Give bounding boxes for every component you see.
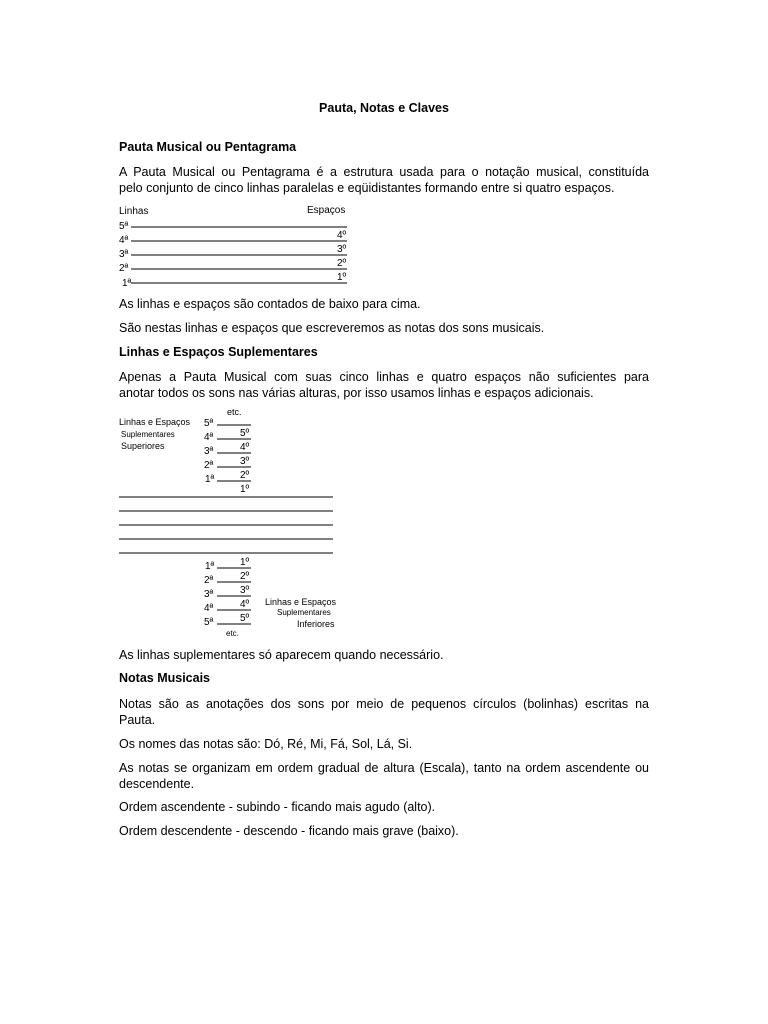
- paragraph-line: Apenas a Pauta Musical com suas cinco linhas e quatro espaços não suficientes para: [119, 370, 649, 384]
- lower-line-label: 2ª: [204, 575, 214, 586]
- label-spaces: Espaços: [307, 205, 346, 216]
- lower-space-label: 5º: [240, 613, 250, 624]
- lower-space-label: 2º: [240, 571, 250, 582]
- line-label: 2ª: [119, 263, 129, 274]
- paragraph-descending: Ordem descendente - descendo - ficando mais grave (baixo).: [119, 824, 459, 838]
- paragraph-notas: [119, 696, 649, 728]
- paragraph-line: descendente.: [119, 777, 195, 791]
- label-lines: Linhas: [119, 206, 149, 217]
- upper-space-label: 2º: [240, 470, 250, 481]
- main-staff: [119, 497, 333, 553]
- upper-space-label: 3º: [240, 456, 250, 467]
- upper-space-label: 4º: [240, 442, 250, 453]
- lower-line-label: 3ª: [204, 589, 214, 600]
- etc-bottom: etc.: [226, 629, 239, 638]
- etc-top: etc.: [227, 407, 242, 417]
- supplementary-figure: [119, 405, 339, 640]
- staff-lines: [131, 227, 347, 283]
- space-label: 1º: [337, 272, 347, 283]
- paragraph-line: Notas são as anotações dos sons por meio de pequenos círculos (bolinhas) escritas na: [119, 697, 649, 711]
- note-counting: As linhas e espaços são contados de baixo para cima.: [119, 297, 421, 311]
- paragraph-scale: [119, 760, 649, 792]
- section-heading-pentagrama: Pauta Musical ou Pentagrama: [119, 140, 297, 154]
- lower-label: Suplementares: [277, 608, 331, 617]
- upper-line-label: 4ª: [204, 432, 214, 443]
- lower-line-label: 5ª: [204, 617, 214, 628]
- section-heading-suplementares: Linhas e Espaços Suplementares: [119, 345, 318, 359]
- upper-space-label: 5º: [240, 428, 250, 439]
- lower-space-label: 3º: [240, 585, 250, 596]
- upper-label: Linhas e Espaços: [119, 417, 191, 427]
- paragraph-note-names: Os nomes das notas são: Dó, Ré, Mi, Fá, Sol, Lá, Si.: [119, 737, 413, 751]
- upper-line-label: 1ª: [205, 474, 215, 485]
- paragraph-line: As notas se organizam em ordem gradual de altura (Escala), tanto na ordem ascendente ou: [119, 761, 649, 775]
- upper-label: Superiores: [121, 441, 165, 451]
- paragraph-line: A Pauta Musical ou Pentagrama é a estrutura usada para o notação musical, constituída: [119, 165, 649, 179]
- line-label: 5ª: [119, 221, 129, 232]
- paragraph-line: pelo conjunto de cinco linhas paralelas e eqüidistantes formando entre si quatro espaços.: [119, 181, 615, 195]
- lower-line-label: 4ª: [204, 603, 214, 614]
- paragraph-pentagrama: [119, 164, 649, 196]
- line-label: 4ª: [119, 235, 129, 246]
- space-label: 3º: [337, 244, 347, 255]
- upper-label: Suplementares: [121, 430, 175, 439]
- lower-label: Linhas e Espaços: [265, 597, 337, 607]
- staff-figure: [119, 203, 354, 288]
- lower-space-label: 4º: [240, 599, 250, 610]
- note-writing: São nestas linhas e espaços que escreveremos as notas dos sons musicais.: [119, 321, 545, 335]
- space-label: 4º: [337, 230, 347, 241]
- upper-line-label: 2ª: [204, 460, 214, 471]
- lower-line-label: 1ª: [205, 561, 215, 572]
- line-label: 1ª: [122, 278, 132, 288]
- upper-line-label: 3ª: [204, 446, 214, 457]
- line-label: 3ª: [119, 249, 129, 260]
- paragraph-line: Pauta.: [119, 713, 156, 727]
- lower-label: Inferiores: [297, 619, 335, 629]
- upper-line-label: 5ª: [204, 418, 214, 429]
- space-label: 2º: [337, 258, 347, 269]
- paragraph-ascending: Ordem ascendente - subindo - ficando mais agudo (alto).: [119, 800, 436, 814]
- paragraph-line: anotar todos os sons nas várias alturas, por isso usamos linhas e espaços adicionais.: [119, 386, 594, 400]
- lower-space-label: 1º: [240, 557, 250, 568]
- page-title: Pauta, Notas e Claves: [319, 101, 449, 115]
- upper-space-label: 1º: [240, 484, 250, 495]
- section-heading-notas: Notas Musicais: [119, 671, 211, 685]
- paragraph-suplementares: [119, 369, 649, 401]
- note-supplementary: As linhas suplementares só aparecem quando necessário.: [119, 648, 444, 662]
